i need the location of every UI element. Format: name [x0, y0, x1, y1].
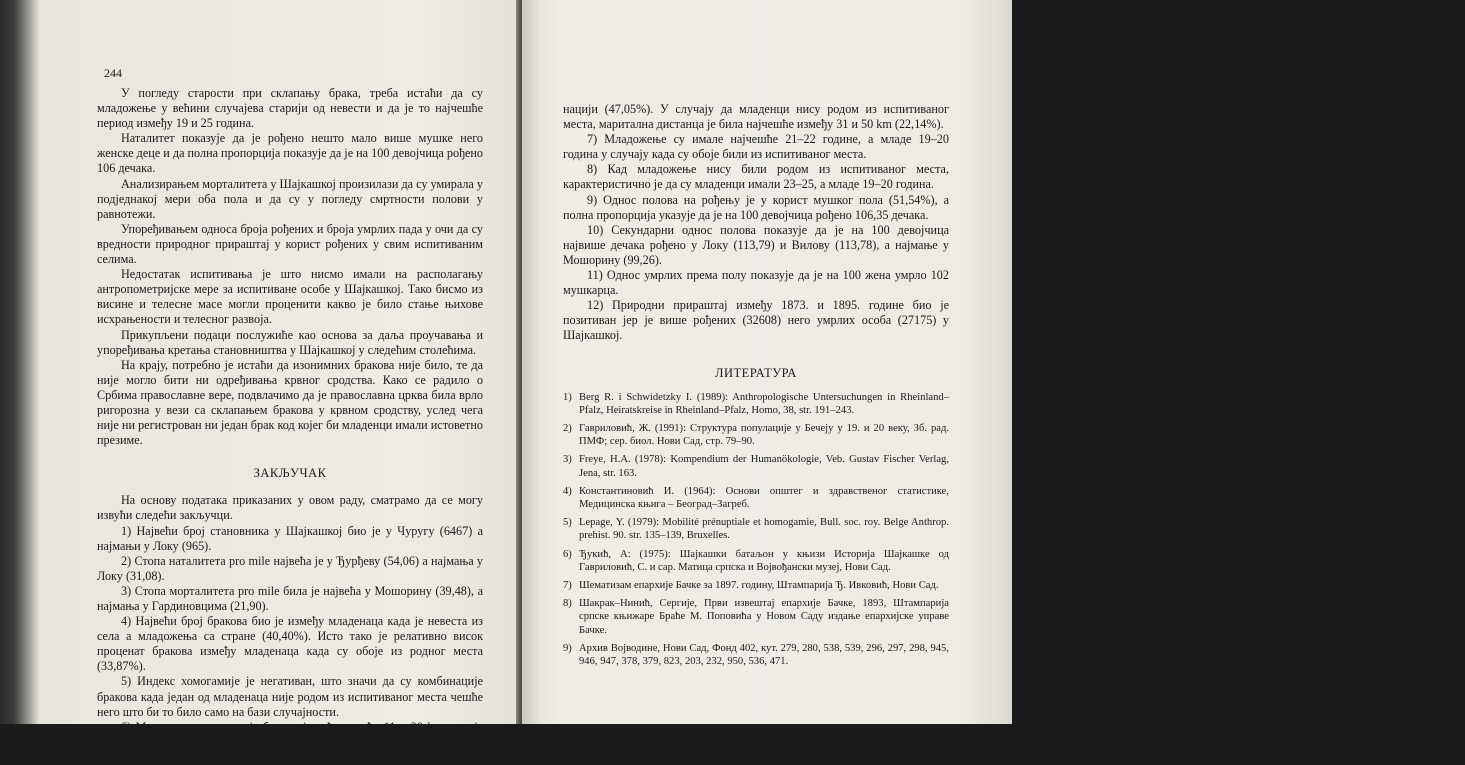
section-heading-literature: ЛИТЕРАТУРА	[715, 365, 797, 380]
paragraph: 9) Однос полова на рођењу је у корист мушког пола (51,54%), а полна пропорција указује да је на 100 девојчица рођено 106,35 дечака.	[563, 192, 949, 222]
reference-text: Шематизам епархије Бачке за 1897. годину, Штампарија Ђ. Ивковић, Нови Сад.	[579, 580, 939, 592]
reference-text: Berg R. i Schwidetzky I. (1989): Anthropologische Untersuchungen in Rheinland–Pfalz, Heiratskreise in Rheinland–Pfalz, Homo, 38, str. 191–243.	[579, 391, 949, 416]
paragraph: 1) Највећи број становника у Шајкашкој био је у Чуругу (6467) а најмањи у Локу (965).	[97, 523, 483, 553]
reference-text: Архив Војводине, Нови Сад, Фонд 402, кут. 279, 280, 538, 539, 296, 297, 298, 945, 946, 947, 378, 379, 823, 203, 232, 950, 536, 471.	[579, 642, 949, 668]
reference-item	[563, 391, 949, 417]
reference-item	[563, 485, 949, 511]
page-number-right: 245	[1447, 74, 1465, 88]
reference-number: 3)	[563, 454, 572, 466]
reference-number: 9)	[563, 642, 572, 654]
reference-item	[563, 579, 949, 592]
right-page-text	[563, 102, 949, 673]
reference-number: 1)	[563, 391, 572, 403]
section-heading-conclusion: ЗАКЉУЧАК	[253, 466, 327, 481]
paragraph: Анализирањем морталитета у Шајкашкој произилази да су умирала у подједнакој мери оба пола и да су у погледу смртности полови у равнотежи.	[97, 176, 483, 221]
paragraph: нацији (47,05%). У случају да младенци нису родом из испитиваног места, маритална дистанца је била најчешће између 31 и 50 km (22,14%).	[563, 102, 949, 132]
paragraph: Наталитет показује да је рођено нешто мало више мушке него женске деце и да полна пропорција показује да је на 100 девојчица рођено 106 дечака.	[97, 131, 483, 176]
reference-item	[563, 597, 949, 637]
paragraph: 12) Природни прираштај између 1873. и 1895. године био је позитиван јер је више рођених (32608) него умрлих особа (27175) у Шајкашкој.	[563, 298, 949, 343]
reference-number: 4)	[563, 485, 572, 497]
paragraph: 3) Стопа морталитета pro mile била је највећа у Мошорину (39,48), а најмања у Гардиновцима (21,90).	[97, 583, 483, 613]
page-number-left: 244	[104, 66, 122, 80]
paragraph: 11) Однос умрлих према полу показује да је на 100 жена умрло 102 мушкарца.	[563, 268, 949, 298]
reference-text: Ђукић, А: (1975): Шајкашки батаљон у књизи Историја Шајкашке од Гавриловић, С. и сар. Матица српска и Војвођански музеј, Нови Сад.	[579, 548, 949, 573]
paragraph: 6) Маритална дистанца је била најчешће између 11 и 20 km када је младожења родом из места а млада са старне (41,40%) и у обрнутој комби-	[97, 719, 483, 764]
left-page-text	[97, 86, 483, 765]
paragraph: Недостатак испитивања је што нисмо имали на располагању антропометријске мере за испитиване особе у Шајкашкој. Тако бисмо из висине и телесне масе могли проценити какво је било стање њихове исхрањености и телесног развоја.	[97, 267, 483, 327]
paragraph: 8) Кад младожење нису били родом из испитиваног места, карактеристично је да су младенци имали 23–25, а младе 19–20 година.	[563, 162, 949, 192]
paragraph: Прикупљени подаци послужиће као основа за даља проучавања и упоређивања кретања становништва у Шајкашкој у следећим столећима.	[97, 327, 483, 357]
paragraph: На крају, потребно је истаћи да изонимних бракова није било, те да није могло бити ни одређивања крвног сродства. Како се радило о Србима православне вере, подвлачимо да је православна црква била врло ригорозна у вези са склапањем бракова у крвном сродству, услед чега није ни регистрован ни један брак код којег би младенци имали истоветно презиме.	[97, 357, 483, 448]
paragraph: 5) Индекс хомогамије је негативан, што значи да су комбинације бракова када један од младенаца није родом из испитиваног места чешће него што би то било само на бази случајности.	[97, 674, 483, 719]
reference-number: 8)	[563, 598, 572, 610]
reference-item	[563, 548, 949, 574]
paragraph: 7) Младожење су имале најчешће 21–22 године, а младе 19–20 година у случају када су обоје били из испитиваног места.	[563, 132, 949, 162]
paragraph: Упоређивањем односа броја рођених и броја умрлих пада у очи да су вредности природног прираштај у корист рођених у свим испитиваним селима.	[97, 221, 483, 267]
reference-text: Гавриловић, Ж. (1991): Структура популације у Бечеју у 19. и 20 веку, Зб. рад. ПМФ; сер. биол. Нови Сад, стр. 79–90.	[579, 423, 949, 448]
reference-item	[563, 516, 949, 542]
reference-number: 2)	[563, 423, 572, 434]
paragraph: У погледу старости при склапању брака, треба истаћи да су младожење у већини случајева старији од невести и да је то најчешће период између 19 и 25 година.	[97, 86, 483, 131]
reference-text: Шакрак–Нинић, Сергије, Први извештај епархије Бачке, 1893, Штампарија српске књижаре Браће М. Поповића у Новом Саду издање епархијске управе Бачке.	[579, 598, 949, 636]
reference-item	[563, 422, 949, 448]
reference-text: Lepage, Y. (1979): Mobilité prénuptiale et homogamie, Bull. soc. roy. Belge Anthrop. prehist. 90. str. 135–139, Bruxelles.	[579, 517, 949, 542]
reference-number: 7)	[563, 580, 572, 592]
reference-item	[563, 453, 949, 479]
reference-number: 6)	[563, 548, 572, 560]
reference-text: Константиновић И. (1964): Основи општег и здравственог статистике, Медицинска књига – Београд–Загреб.	[579, 485, 949, 511]
paragraph: 10) Секундарни однос полова показује да је на 100 девојчица највише дечака рођено у Локу (113,79) и Вилову (113,78), а најмање у Мошорину (99,26).	[563, 222, 949, 267]
reference-number: 5)	[563, 517, 572, 529]
paragraph: 2) Стопа наталитета pro mile највећа је у Ђурђеву (54,06) а најмања у Локу (31,08).	[97, 553, 483, 583]
paragraph: На основу података приказаних у овом раду, сматрамо да се могу извући следећи закључци.	[97, 493, 483, 523]
left-page	[0, 0, 522, 764]
reference-list	[563, 391, 949, 669]
paragraph: 4) Највећи број бракова био је између младенаца када је невеста из села а младожења са стране (40,40%). Исто тако је релативно висок проценат бракова између младенаца када су обоје из родног места (33,87%).	[97, 614, 483, 674]
reference-text: Freye, H.A. (1978): Kompendium der Humanökologie, Veb. Gustav Fischer Verlag, Jena, str. 163.	[579, 454, 949, 479]
reference-item	[563, 642, 949, 668]
